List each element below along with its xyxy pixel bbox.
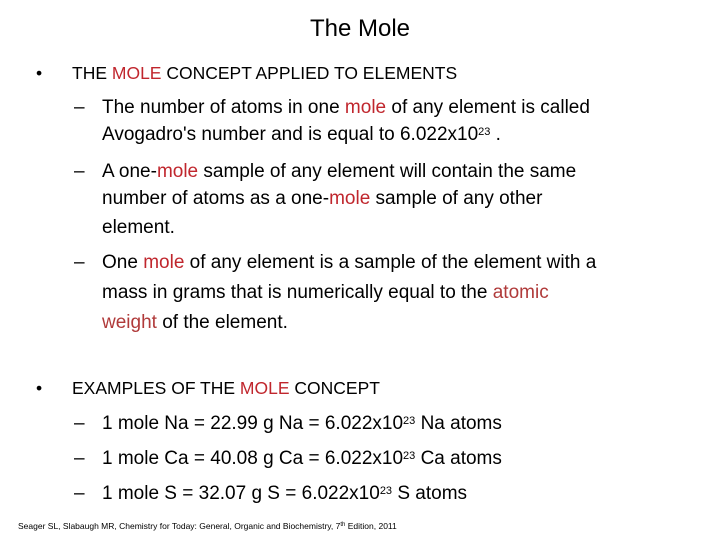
subitem-2-cont: number of atoms as a one-mole sample of any other — [102, 188, 543, 209]
bullet-icon: • — [36, 378, 43, 398]
subitem-2: – A one-mole sample of any element will contain the same — [74, 159, 576, 185]
example-s: – 1 mole S = 32.07 g $S = 6.022x10^{23}$ S atoms — [74, 481, 467, 507]
dash-icon: – — [74, 413, 85, 434]
bullet-heading-1: • THE MOLE CONCEPT APPLIED TO ELEMENTS — [36, 60, 457, 86]
dash-icon: – — [74, 252, 85, 273]
bullet-icon: • — [36, 63, 43, 83]
subitem-3: – One mole of any element is a sample of the element with a — [74, 250, 596, 276]
dash-icon: – — [74, 161, 85, 182]
example-ca: – 1 mole Ca = 40.08 g $Ca = 6.022x10^{23}$ Ca atoms — [74, 446, 502, 472]
bullet-heading-2: • EXAMPLES OF THE MOLE CONCEPT — [36, 375, 380, 401]
subitem-2-cont2: element. — [102, 217, 175, 238]
subitem-1-cont: Avogadro's number and is equal to $6.022x10^{23}$ . — [102, 124, 501, 145]
slide-title: The Mole — [309, 15, 411, 42]
subitem-1: – The number of atoms in one mole of any element is called — [74, 95, 590, 121]
subitem-3-cont2: weight of the element. — [102, 312, 288, 333]
dash-icon: – — [74, 448, 85, 469]
dash-icon: – — [74, 483, 85, 504]
example-na: – 1 mole Na = 22.99 g $Na = 6.022x10^{23}$ Na atoms — [74, 411, 502, 437]
subitem-3-cont: mass in grams that is numerically equal to the atomic — [102, 282, 549, 303]
citation-footer: Seager SL, Slabaugh MR, Chemistry for Today: General, Organic and Biochemistry, 7th Edition, 2011 — [18, 521, 397, 531]
dash-icon: – — [74, 97, 85, 118]
